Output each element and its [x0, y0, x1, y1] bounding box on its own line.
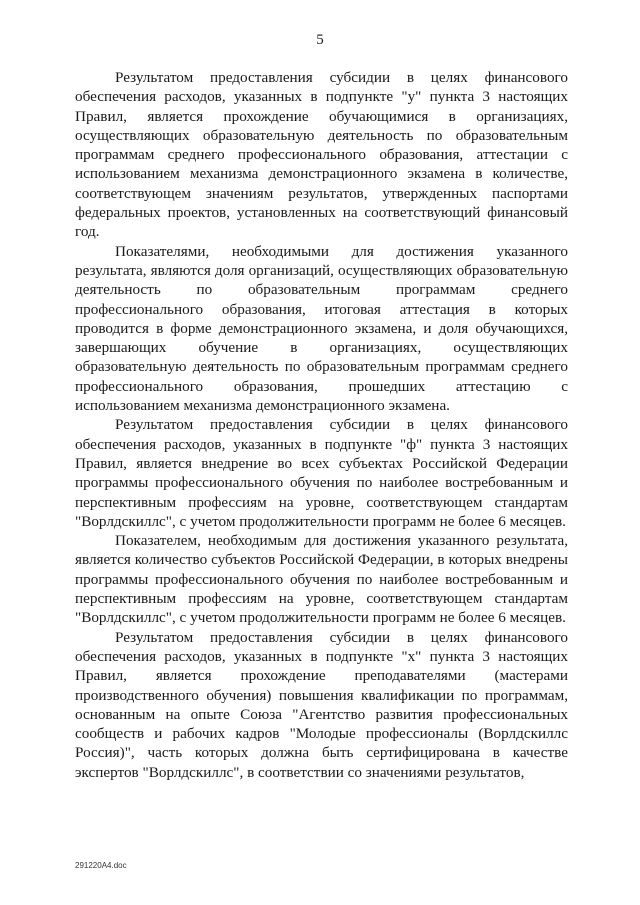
paragraph-indicator-f: Показателем, необходимым для достижения указанного результата, является количество субъектов Российской Федерации, в которых внедрены программы профессионального обучения по наиболее востребованным и перспективным профессиям на уровне, соответствующем стандартам "Ворлдскиллс", с учетом продолжительности программ не более 6 месяцев. — [75, 532, 568, 627]
paragraph-result-kh: Результатом предоставления субсидии в целях финансового обеспечения расходов, указанных в подпункте "х" пункта 3 настоящих Правил, является прохождение преподавателями (мастерами производственного обучения) повышения квалификации по программам, основанным на опыте Союза "Агентство развития профессиональных сообществ и рабочих кадров "Молодые профессионалы (Ворлдскиллс Россия)", часть которых должна быть сертифицирована в качестве экспертов "Ворлдскиллс", в соответствии со значениями результатов, — [75, 628, 568, 781]
paragraph-indicators-u: Показателями, необходимыми для достижения указанного результата, являются доля организаций, осуществляющих образовательную деятельность по образовательным программам среднего профессионального образования, итоговая аттестация в которых проводится в форме демонстрационного экзамена, и доля обучающихся, завершающих обучение в организациях, осуществляющих образовательную деятельность по образовательным программам среднего профессионального образования, прошедших аттестацию с использованием механизма демонстрационного экзамена. — [75, 242, 568, 415]
document-body — [75, 68, 568, 782]
paragraph-result-f: Результатом предоставления субсидии в целях финансового обеспечения расходов, указанных в подпункте "ф" пункта 3 настоящих Правил, является внедрение во всех субъектах Российской Федерации программы профессионального обучения по наиболее востребованным и перспективным профессиям на уровне, соответствующем стандартам "Ворлдскиллс", с учетом продолжительности программ не более 6 месяцев. — [75, 416, 568, 530]
page-number: 5 — [316, 32, 324, 48]
footer-document-code: 291220A4.doc — [75, 861, 127, 870]
paragraph-result-u: Результатом предоставления субсидии в целях финансового обеспечения расходов, указанных в подпункте "у" пункта 3 настоящих Правил, является прохождение обучающимися в организациях, осуществляющих образовательную деятельность по образовательным программам среднего профессионального образования, аттестации с использованием механизма демонстрационного экзамена в количестве, соответствующем значениям результатов, утвержденных паспортами федеральных проектов, установленных на соответствующий финансовый год. — [75, 69, 568, 241]
